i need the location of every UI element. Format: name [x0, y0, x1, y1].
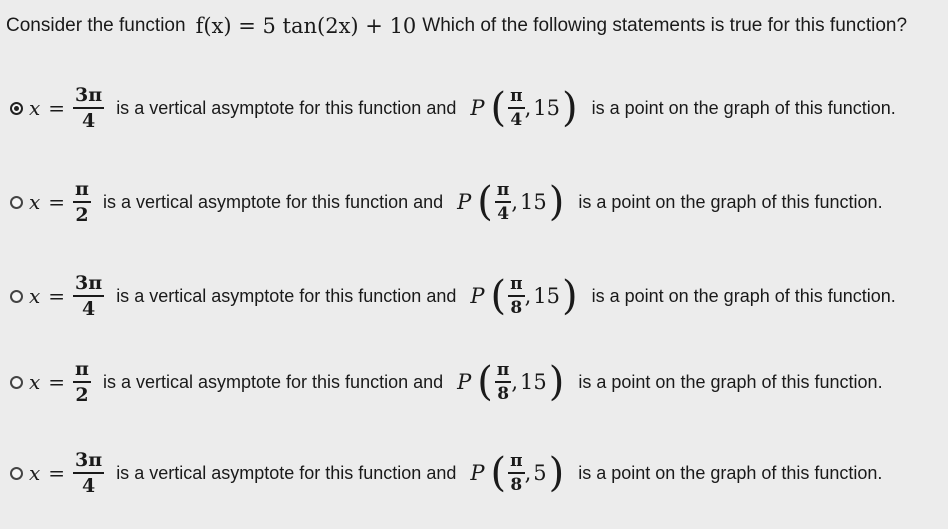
point-y-value: 15 [520, 370, 547, 394]
left-paren: ( [490, 450, 507, 496]
point-expression [470, 274, 579, 318]
equals-sign: = [48, 461, 66, 485]
point-x-fraction [495, 360, 511, 404]
option-text-end: is a point on the graph of this function. [591, 285, 896, 306]
point-name: P [457, 370, 472, 394]
fraction-numerator: π [73, 358, 91, 383]
point-name: P [470, 284, 485, 308]
point-separator: , [524, 284, 532, 308]
point-x-fraction [508, 86, 524, 130]
fraction-denominator: 8 [497, 384, 510, 404]
fraction-numerator: π [495, 180, 511, 203]
radio-button[interactable] [10, 196, 23, 209]
fraction-denominator: 8 [510, 298, 523, 318]
right-paren: ) [561, 273, 578, 319]
point-expression [470, 86, 579, 130]
asymptote-fraction [73, 358, 91, 406]
fraction-numerator: π [73, 178, 91, 203]
answer-option-3[interactable] [10, 272, 896, 320]
option-text: is a vertical asymptote for this function and [102, 371, 444, 392]
equals-sign: = [48, 370, 66, 394]
fraction-numerator: π [508, 274, 524, 297]
left-paren: ( [490, 273, 507, 319]
point-separator: , [511, 190, 519, 214]
point-name: P [470, 96, 485, 120]
variable: x [29, 284, 41, 308]
fraction-denominator: 4 [82, 110, 96, 132]
point-x-fraction [508, 451, 524, 495]
option-text-end: is a point on the graph of this function. [578, 191, 883, 212]
point-y-value: 5 [533, 461, 547, 485]
fraction-denominator: 4 [82, 475, 96, 497]
fraction-numerator: 3π [73, 449, 104, 474]
point-y-value: 15 [520, 190, 547, 214]
point-y-value: 15 [533, 284, 560, 308]
question-suffix: Which of the following statements is true for this function? [422, 15, 908, 36]
point-separator: , [511, 370, 519, 394]
asymptote-fraction [73, 449, 104, 497]
right-paren: ) [561, 85, 578, 131]
fraction-denominator: 4 [510, 110, 523, 130]
option-text: is a vertical asymptote for this function and [116, 285, 457, 306]
question-text [6, 6, 942, 46]
point-expression [457, 360, 566, 404]
right-paren: ) [548, 359, 565, 405]
point-name: P [470, 461, 485, 485]
option-text-end: is a point on the graph of this function. [578, 371, 883, 392]
fraction-denominator: 8 [510, 475, 523, 495]
fraction-numerator: π [508, 86, 524, 109]
radio-button[interactable] [10, 290, 23, 303]
answer-option-1[interactable] [10, 84, 896, 132]
asymptote-equation [29, 84, 104, 132]
asymptote-equation [29, 449, 104, 497]
asymptote-equation [29, 178, 91, 226]
option-text-end: is a point on the graph of this function. [578, 462, 883, 483]
equals-sign: = [48, 190, 66, 214]
radio-button-selected[interactable] [10, 102, 23, 115]
option-text: is a vertical asymptote for this function and [116, 97, 457, 118]
answer-option-5[interactable] [10, 449, 882, 497]
fraction-numerator: 3π [73, 84, 104, 109]
fraction-denominator: 4 [497, 204, 510, 224]
option-text: is a vertical asymptote for this function and [102, 191, 444, 212]
asymptote-equation [29, 358, 91, 406]
point-y-value: 15 [533, 96, 560, 120]
fraction-denominator: 2 [75, 204, 89, 226]
radio-button[interactable] [10, 376, 23, 389]
equals-sign: = [48, 96, 66, 120]
fraction-numerator: 3π [73, 272, 104, 297]
fraction-denominator: 4 [82, 298, 96, 320]
variable: x [29, 461, 41, 485]
left-paren: ( [490, 85, 507, 131]
right-paren: ) [548, 450, 565, 496]
answer-option-2[interactable] [10, 178, 883, 226]
fraction-denominator: 2 [75, 384, 89, 406]
right-paren: ) [548, 179, 565, 225]
function-expression: f(x) = 5 tan(2x) + 10 [195, 14, 417, 38]
variable: x [29, 370, 41, 394]
answer-option-4[interactable] [10, 358, 883, 406]
asymptote-fraction [73, 272, 104, 320]
equals-sign: = [48, 284, 66, 308]
asymptote-fraction [73, 178, 91, 226]
point-separator: , [524, 461, 532, 485]
radio-button[interactable] [10, 467, 23, 480]
fraction-numerator: π [495, 360, 511, 383]
variable: x [29, 96, 41, 120]
option-text-end: is a point on the graph of this function. [591, 97, 896, 118]
point-separator: , [524, 96, 532, 120]
point-name: P [457, 190, 472, 214]
left-paren: ( [477, 179, 493, 225]
option-text: is a vertical asymptote for this function and [116, 462, 457, 483]
question-prefix: Consider the function [6, 15, 186, 36]
point-expression [457, 180, 566, 224]
fraction-numerator: π [508, 451, 524, 474]
variable: x [29, 190, 41, 214]
asymptote-fraction [73, 84, 104, 132]
point-x-fraction [495, 180, 511, 224]
asymptote-equation [29, 272, 104, 320]
left-paren: ( [477, 359, 493, 405]
point-expression [470, 451, 566, 495]
point-x-fraction [508, 274, 524, 318]
